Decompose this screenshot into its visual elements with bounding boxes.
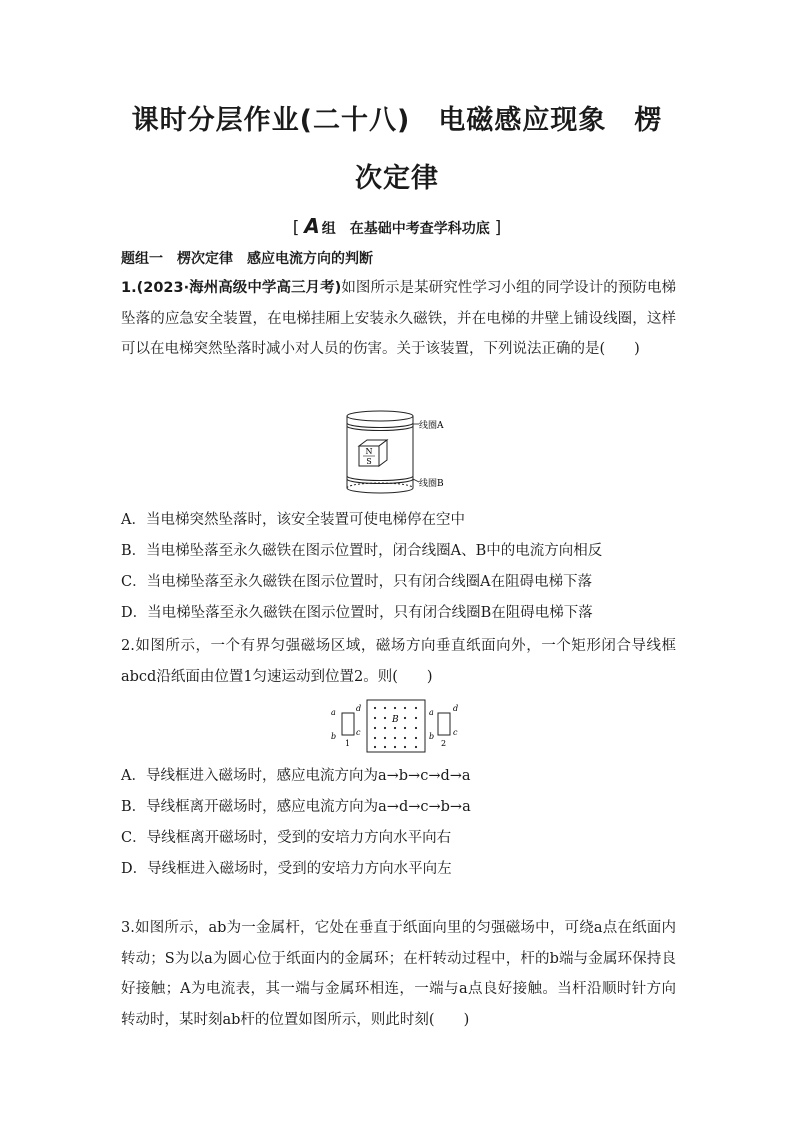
frame2-label-b: b — [429, 732, 435, 741]
field-dots — [374, 707, 417, 748]
frame1-label-c: c — [356, 728, 361, 737]
coil-a-label: 线圈A — [419, 421, 444, 431]
question-2-stem: 2.如图所示，一个有界匀强磁场区域，磁场方向垂直纸面向外，一个矩形闭合导线框abcd沿纸面由位置1匀速运动到位置2。则( ) — [121, 638, 676, 685]
frame1-label-a: a — [331, 708, 336, 717]
field-label: B — [392, 715, 399, 725]
coil-b-label: 线圈B — [419, 479, 444, 489]
frame2-position-label: 2 — [441, 739, 447, 748]
group-letter: A — [304, 214, 320, 238]
question-1-option-b: B．当电梯坠落至永久磁铁在图示位置时，闭合线圈A、B中的电流方向相反 — [121, 543, 603, 559]
question-2-figure — [328, 697, 468, 755]
group-bracket-close: ] — [494, 218, 502, 238]
question-2-option-a: A．导线框进入磁场时，感应电流方向为a→b→c→d→a — [121, 768, 471, 784]
page-title: 课时分层作业(二十八) 电磁感应现象 楞 — [131, 105, 663, 136]
question-3-stem: 3.如图所示，ab为一金属杆，它处在垂直于纸面向里的匀强磁场中，可绕a点在纸面内转动；S为以a为圆心位于纸面内的金属环；在杆转动过程中，杆的b端与金属环保持良好接触；A为电流表，其一端与金属环相连，一端与a点良好接触。当杆沿顺时针方向转动时，某时刻ab杆的位置如图所示，则此时刻( ) — [121, 920, 676, 1028]
question-2-option-d: D．导线框进入磁场时，受到的安培力方向水平向左 — [121, 861, 452, 877]
question-1-text: 如图所示是某研究性学习小组的同学设计的预防电梯坠落的应急安全装置，在电梯挂厢上安装永久磁铁，并在电梯的井壁上铺设线圈，这样可以在电梯突然坠落时减小对人员的伤害。关于该装置，下列说法正确的是( ) — [121, 280, 676, 357]
frame2-label-d: d — [453, 704, 459, 713]
magnet-north-label: N — [365, 447, 373, 456]
question-1-option-c: C．当电梯坠落至永久磁铁在图示位置时，只有闭合线圈A在阻碍电梯下落 — [121, 574, 593, 590]
question-1-stem — [121, 273, 676, 365]
page-title-continued: 次定律 — [355, 163, 439, 194]
group-bracket-open: [ — [292, 218, 300, 238]
frame1-label-d: d — [356, 704, 362, 713]
question-1-figure — [335, 406, 455, 496]
question-2-option-c: C．导线框离开磁场时，受到的安培力方向水平向右 — [121, 830, 452, 846]
question-1-option-d: D．当电梯坠落至永久磁铁在图示位置时，只有闭合线圈B在阻碍电梯下落 — [121, 605, 593, 621]
topic-subheading: 题组一 楞次定律 感应电流方向的判断 — [121, 251, 373, 267]
question-1-source: 1.(2023·海州高级中学高三月考) — [121, 280, 342, 296]
question-1-option-a: A．当电梯突然坠落时，该安全装置可使电梯停在空中 — [121, 512, 465, 528]
frame2-label-a: a — [429, 708, 434, 717]
group-label: 组 在基础中考查学科功底 — [321, 221, 490, 237]
frame2-label-c: c — [453, 728, 458, 737]
frame1-label-b: b — [331, 732, 337, 741]
group-heading — [0, 214, 794, 238]
magnet-south-label: S — [366, 457, 372, 466]
frame1-position-label: 1 — [345, 739, 351, 748]
question-2-option-b: B．导线框离开磁场时，感应电流方向为a→d→c→b→a — [121, 799, 471, 815]
